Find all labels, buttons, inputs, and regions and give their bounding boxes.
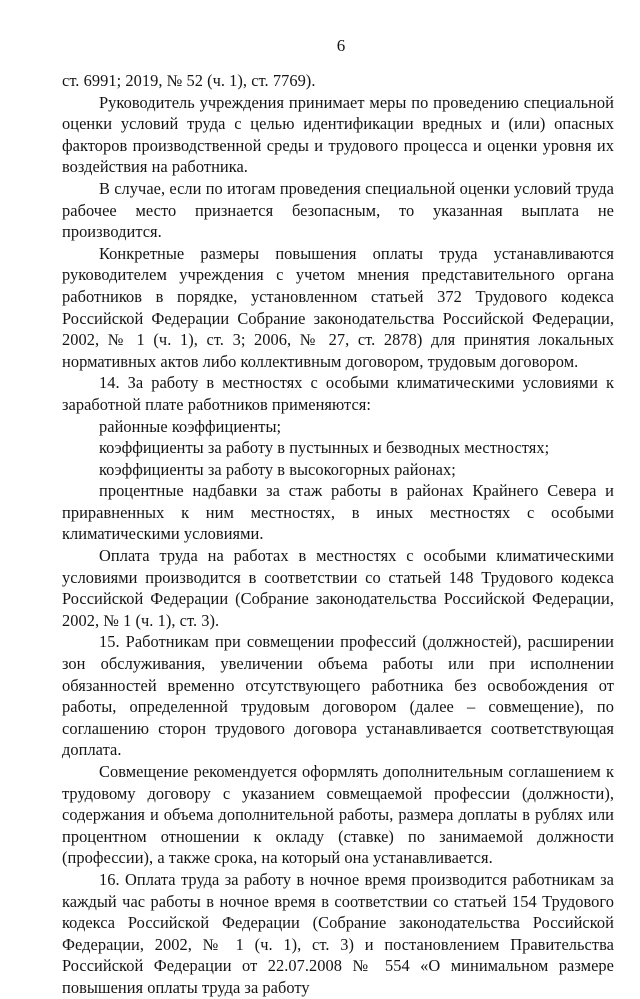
paragraph-section-16: 16. Оплата труда за работу в ночное время производится работникам за каждый час работы в ночное время в соответствии со статьей 154 Трудового кодекса Российской Федерации (Собрание законодательства Российской Федерации, 2002, № 1 (ч. 1), ст. 3) и постановлением Правительства Российской Федерации от 22.07.2008 № 554 «О минимальном размере повышения оплаты труда за работу xyxy=(62,869,614,997)
page-body xyxy=(62,70,614,999)
paragraph-combination: Совмещение рекомендуется оформлять дополнительным соглашением к трудовому договору с указанием совмещаемой профессии (должности), содержания и объема дополнительной работы, размера доплаты в рублях или процентном отношении к окладу (ставке) по занимаемой должности (профессии), а также срока, на который она устанавливается. xyxy=(62,762,614,868)
page-number: 6 xyxy=(336,36,346,55)
paragraph-increase-amounts: Конкретные размеры повышения оплаты труда устанавливаются руководителем учреждения с учетом мнения представительного органа работников в порядке, установленном статьей 372 Трудового кодекса Российской Федерации Собрание законодательства Российской Федерации, 2002, № 1 (ч. 1), ст. 3; 2006, № 27, ст. 2878) для принятия локальных нормативных актов либо коллективным договором, трудовым договором. xyxy=(62,243,614,371)
paragraph-section-15: 15. Работникам при совмещении профессий (должностей), расширении зон обслуживания, увеличении объема работы или при исполнении обязанностей временно отсутствующего работника без освобождения от работы, определенной трудовым договором (далее – совмещение), по соглашению сторон трудового договора устанавливается соответствующая доплата. xyxy=(62,632,614,760)
paragraph-section-14: 14. За работу в местностях с особыми климатическими условиями к заработной плате работников применяются: xyxy=(62,373,614,414)
list-item: районные коэффициенты; xyxy=(99,416,282,436)
paragraph-safe-workplace: В случае, если по итогам проведения специальной оценки условий труда рабочее место признается безопасным, то указанная выплата не производится. xyxy=(62,178,614,242)
paragraph-continuation: ст. 6991; 2019, № 52 (ч. 1), ст. 7769). xyxy=(62,71,316,90)
list-item: процентные надбавки за стаж работы в районах Крайнего Севера и приравненных к ним местностях, в иных местностях с особыми климатическими условиями. xyxy=(62,481,614,544)
paragraph-assessment-measures: Руководитель учреждения принимает меры по проведению специальной оценки условий труда с целью идентификации вредных и (или) опасных факторов производственной среды и трудового процесса и оценки уровня их воздействия на работника. xyxy=(62,92,614,177)
list-item: коэффициенты за работу в высокогорных районах; xyxy=(99,459,456,479)
paragraph-climate-pay: Оплата труда на работах в местностях с особыми климатическими условиями производится в соответствии со статьей 148 Трудового кодекса Российской Федерации (Собрание законодательства Российской Федерации, 2002, № 1 (ч. 1), ст. 3). xyxy=(62,546,614,630)
list-item: коэффициенты за работу в пустынных и безводных местностях; xyxy=(99,438,550,458)
